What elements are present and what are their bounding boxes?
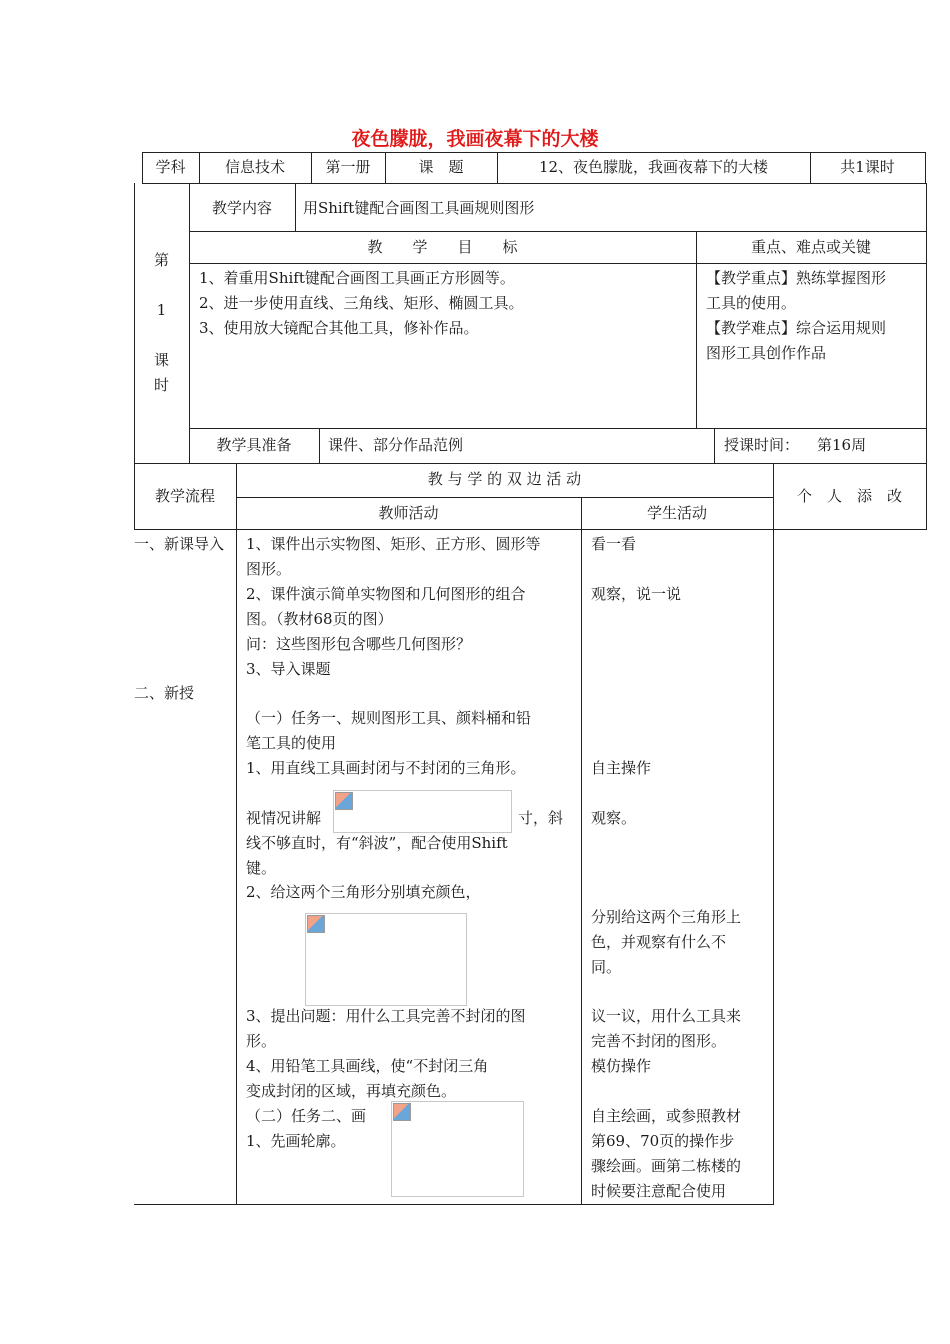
teacher-line: 1、课件出示实物图、矩形、正方形、圆形等 [246, 535, 541, 553]
document-title: 夜色朦胧，我画夜幕下的大楼 [351, 128, 599, 150]
embedded-image [333, 790, 512, 833]
topic-value: 12、夜色朦胧，我画夜幕下的大楼 [538, 158, 769, 176]
embedded-image [391, 1101, 524, 1197]
flow-label: 教学流程 [154, 487, 215, 505]
volume: 第一册 [325, 158, 371, 176]
student-line: 第69、70页的操作步 [591, 1132, 735, 1150]
key-line: 【教学难点】综合运用规则 [706, 319, 887, 337]
goal-item: 1、着重用Shift键配合画图工具画正方形圆等。 [199, 269, 515, 287]
student-line: 模仿操作 [591, 1057, 652, 1075]
stage-label: 一、新课导入 [134, 535, 225, 553]
time-label: 授课时间： [724, 436, 800, 454]
teacher-line: 笔工具的使用 [246, 734, 337, 752]
student-line: 骤绘画。画第二栋楼的 [591, 1157, 742, 1175]
activity-header: 教 与 学 的 双 边 活 动 [427, 470, 582, 488]
teacher-line: 1、用直线工具画封闭与不封闭的三角形。 [246, 759, 526, 777]
student-line: 自主绘画，或参照教材 [591, 1107, 742, 1125]
student-line: 看一看 [591, 535, 637, 553]
teacher-line: 形。 [246, 1032, 277, 1050]
period-char: 时 [153, 376, 169, 394]
prep-label: 教学具准备 [216, 436, 292, 454]
student-line: 同。 [591, 958, 622, 976]
teacher-line: 2、给这两个三角形分别填充颜色， [246, 883, 481, 901]
prep-value: 课件、部分作品范例 [328, 436, 464, 454]
teacher-line: 线不够直时，有“斜波”，配合使用Shift [246, 834, 508, 852]
teacher-line: 2、课件演示简单实物图和几何图形的组合 [246, 585, 526, 603]
key-line: 【教学重点】熟练掌握图形 [706, 269, 887, 287]
teacher-line: 图形。 [246, 560, 292, 578]
student-line: 时候要注意配合使用 [591, 1182, 727, 1200]
key-line: 图形工具创作作品 [706, 344, 827, 362]
period-char: 1 [156, 301, 167, 319]
subject-label: 学科 [155, 158, 186, 176]
time-value: 第16周 [817, 436, 867, 454]
student-header: 学生活动 [646, 504, 707, 522]
teacher-line: 图。（教材68页的图） [246, 610, 393, 628]
total-periods: 共1课时 [840, 158, 895, 176]
teacher-line: 视情况讲解 [246, 809, 322, 827]
broken-image-icon [307, 915, 325, 933]
content-value: 用Shift键配合画图工具画规则图形 [303, 199, 535, 217]
teacher-line: 变成封闭的区域，再填充颜色。 [246, 1082, 457, 1100]
key-line: 工具的使用。 [706, 294, 797, 312]
teacher-line: 4、用铅笔工具画线，使“不封闭三角 [246, 1057, 489, 1075]
content-label: 教学内容 [211, 199, 272, 217]
teacher-line: （二）任务二、画 [246, 1107, 367, 1125]
student-line: 分别给这两个三角形上 [591, 908, 742, 926]
period-char: 第 [153, 251, 169, 269]
goal-header: 教 学 目 标 [367, 238, 518, 256]
teacher-line: 3、提出问题：用什么工具完善不封闭的图 [246, 1007, 526, 1025]
teacher-line: （一）任务一、规则图形工具、颜料桶和铅 [246, 709, 532, 727]
personal-header: 个 人 添 改 [796, 487, 902, 505]
teacher-header: 教师活动 [378, 504, 439, 522]
teacher-line: 键。 [246, 859, 277, 877]
subject-value: 信息技术 [224, 158, 285, 176]
broken-image-icon [393, 1103, 411, 1121]
student-line: 自主操作 [591, 759, 652, 777]
teacher-line: 1、先画轮廓。 [246, 1132, 346, 1150]
topic-label: 课 题 [418, 158, 464, 176]
goal-item: 2、进一步使用直线、三角线、矩形、椭圆工具。 [199, 294, 524, 312]
goal-item: 3、使用放大镜配合其他工具，修补作品。 [199, 319, 479, 337]
teacher-line: 3、导入课题 [246, 660, 331, 678]
stage-label: 二、新授 [134, 684, 195, 702]
student-line: 完善不封闭的图形。 [591, 1032, 727, 1050]
broken-image-icon [335, 792, 353, 810]
student-line: 色，并观察有什么不 [591, 933, 727, 951]
student-line: 观察，说一说 [591, 585, 682, 603]
student-line: 观察。 [591, 809, 637, 827]
embedded-image [305, 913, 467, 1006]
period-char: 课 [153, 351, 169, 369]
student-line: 议一议，用什么工具来 [591, 1007, 742, 1025]
key-header: 重点、难点或关键 [750, 238, 871, 256]
teacher-line: 问：这些图形包含哪些几何图形？ [246, 635, 472, 653]
teacher-line: 寸，斜 [518, 809, 564, 827]
